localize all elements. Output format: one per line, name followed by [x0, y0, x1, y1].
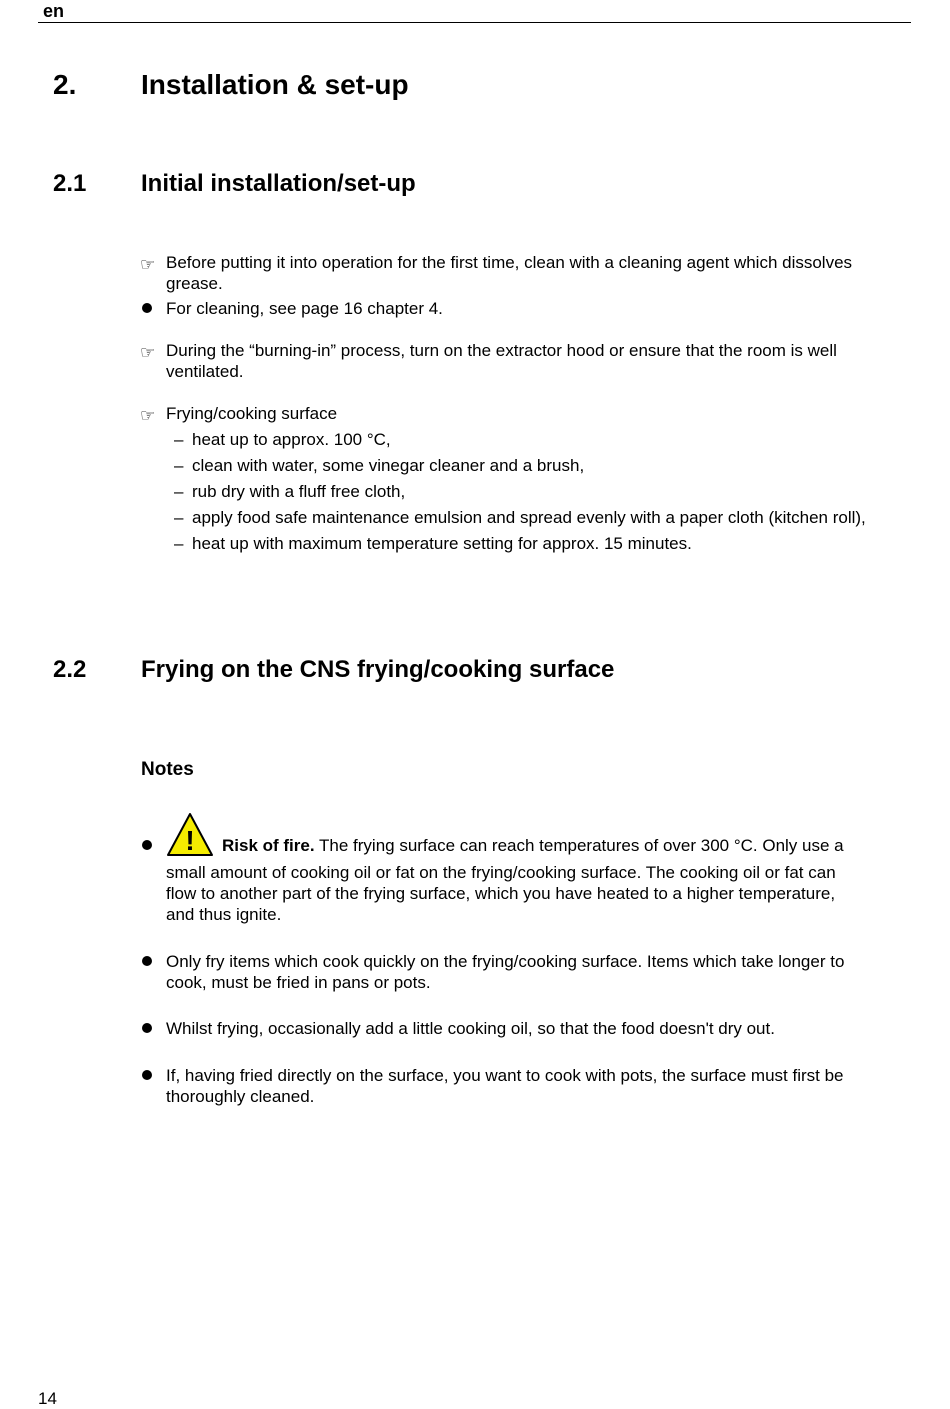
note-clean-before-pots — [166, 1065, 912, 1107]
section-number: 2.2 — [53, 656, 87, 683]
text-line: During the “burning-in” process, turn on the extractor hood or ensure that the room is well — [166, 341, 837, 360]
text-line: Before putting it into operation for the first time, clean with a cleaning agent which dissolves — [166, 253, 853, 272]
page-number: 14 — [38, 1389, 57, 1408]
note-quick-cooking — [166, 951, 912, 993]
text-line: If, having fried directly on the surface, you want to cook with pots, the surface must first be — [166, 1066, 844, 1085]
text-line: ventilated. — [166, 362, 244, 381]
step-item: rub dry with a fluff free cloth, — [192, 482, 406, 501]
risk-label: Risk of fire. — [222, 836, 315, 855]
text-line: grease. — [166, 274, 223, 293]
section-title: Installation & set-up — [141, 69, 409, 100]
warning-symbol: ! — [185, 825, 195, 856]
section-title: Initial installation/set-up — [141, 170, 416, 197]
text-run: The frying surface can reach temperatures of over 300 °C. Only use a — [314, 836, 844, 855]
dash-marker: – — [174, 508, 184, 527]
bullet-icon — [142, 1070, 152, 1080]
step-item: heat up with maximum temperature setting for approx. 15 minutes. — [192, 534, 692, 553]
pointing-hand-icon: ☞ — [140, 406, 156, 425]
notes-heading: Notes — [141, 759, 194, 780]
note-fire-risk-first-line — [222, 835, 844, 856]
instruction-burning-in — [166, 340, 912, 382]
section-title: Frying on the CNS frying/cooking surface — [141, 656, 615, 683]
text-line: and thus ignite. — [166, 905, 282, 924]
text-line: thoroughly cleaned. — [166, 1087, 315, 1106]
dash-marker: – — [174, 482, 184, 501]
text-line: flow to another part of the frying surface, which you have heated to a higher temperature, — [166, 884, 836, 903]
warning-triangle-icon — [166, 812, 214, 857]
pointing-hand-icon: ☞ — [140, 343, 156, 362]
text-line: cook, must be fried in pans or pots. — [166, 973, 431, 992]
instruction-cleaning-agent — [166, 252, 912, 294]
dash-marker: – — [174, 534, 184, 553]
note-fire-risk-body — [166, 862, 912, 925]
bullet-icon — [142, 1023, 152, 1033]
section-number: 2. — [53, 69, 77, 100]
language-code: en — [43, 1, 65, 21]
step-item: heat up to approx. 100 °C, — [192, 430, 391, 449]
instruction-surface-lead: Frying/cooking surface — [166, 404, 338, 423]
instruction-cleaning-reference: For cleaning, see page 16 chapter 4. — [166, 299, 443, 318]
pointing-hand-icon: ☞ — [140, 255, 156, 274]
note-add-oil: Whilst frying, occasionally add a little cooking oil, so that the food doesn't dry out. — [166, 1019, 775, 1038]
bullet-icon — [142, 840, 152, 850]
header-rule — [38, 22, 911, 23]
section-number: 2.1 — [53, 170, 87, 197]
step-item: apply food safe maintenance emulsion and spread evenly with a paper cloth (kitchen roll), — [192, 508, 866, 527]
step-item: clean with water, some vinegar cleaner and a brush, — [192, 456, 585, 475]
bullet-icon — [142, 956, 152, 966]
dash-marker: – — [174, 456, 184, 475]
text-line: Only fry items which cook quickly on the frying/cooking surface. Items which take longer to — [166, 952, 845, 971]
dash-marker: – — [174, 430, 184, 449]
bullet-icon — [142, 303, 152, 313]
text-line: small amount of cooking oil or fat on the frying/cooking surface. The cooking oil or fat can — [166, 863, 836, 882]
